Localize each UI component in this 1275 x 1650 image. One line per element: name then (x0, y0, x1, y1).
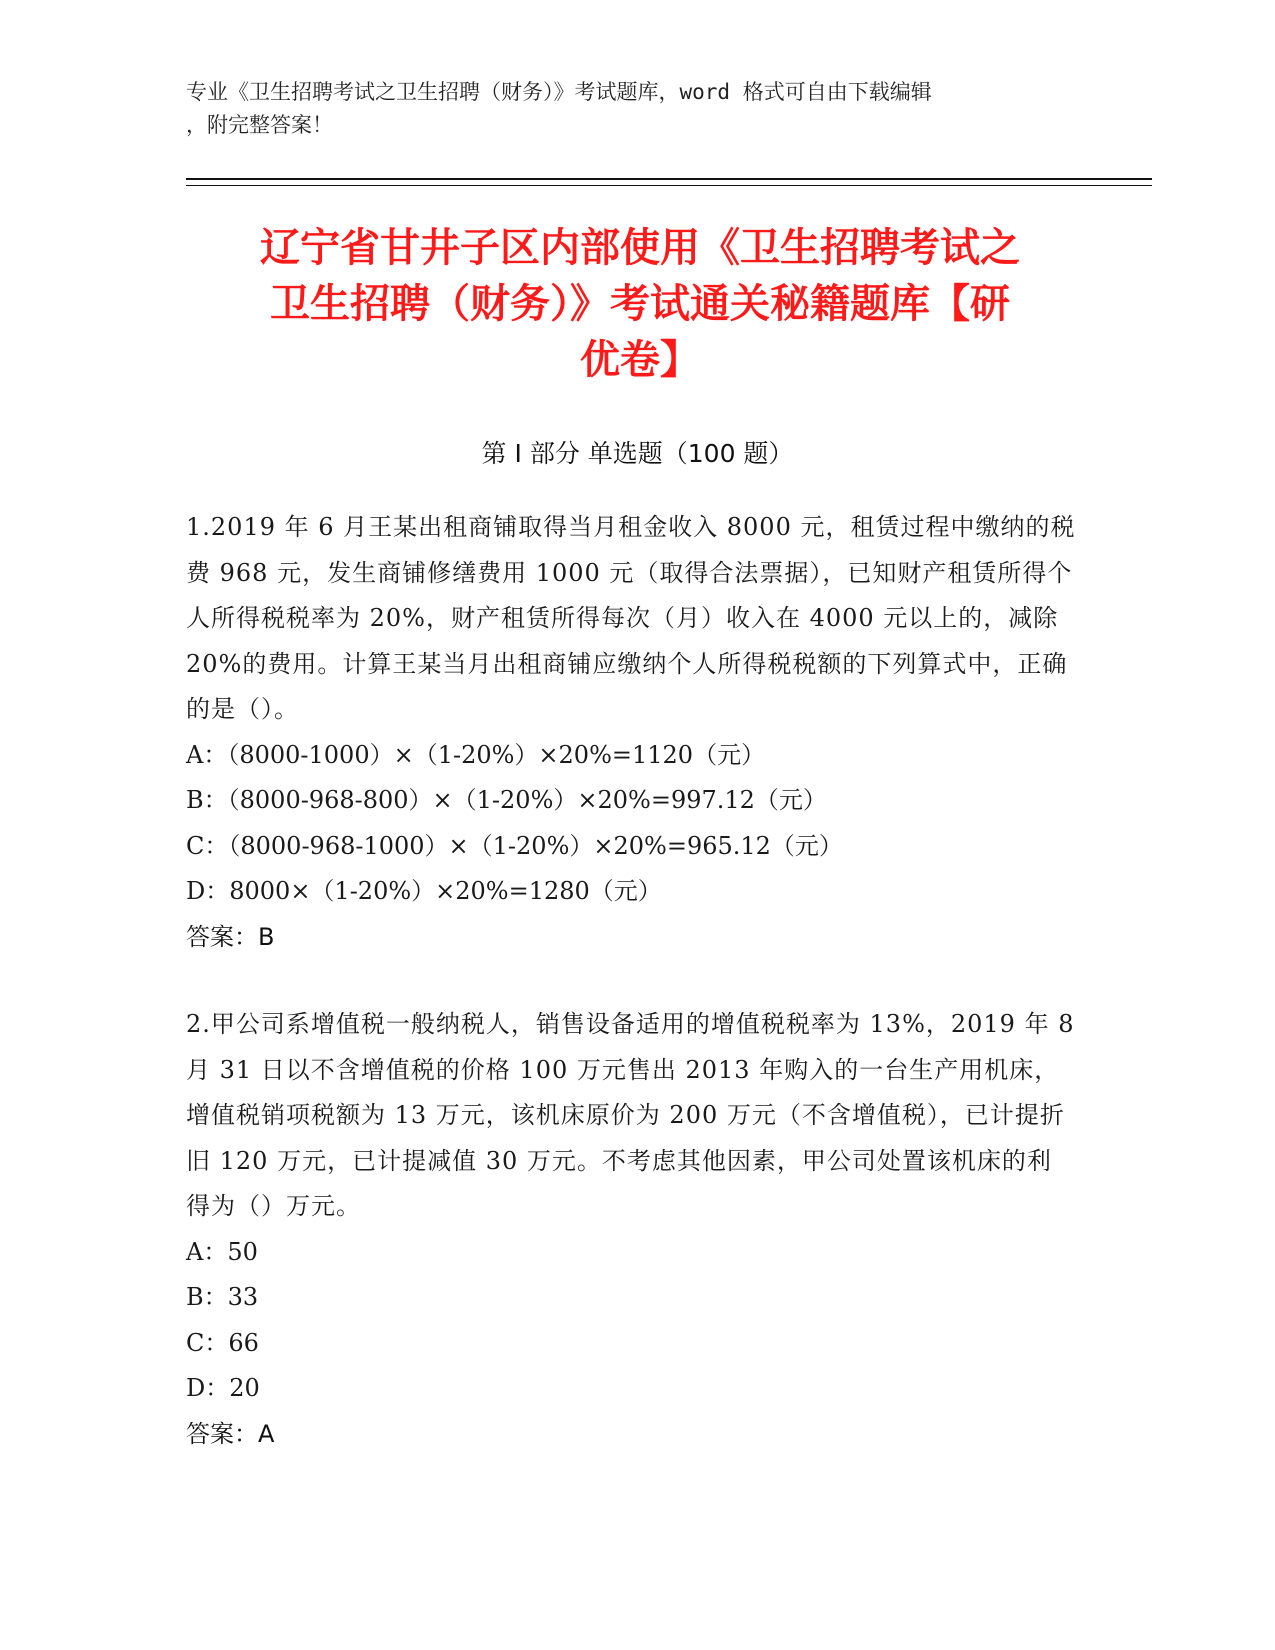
option-d: D：20 (186, 1374, 260, 1402)
question-stem: 1.2019 年 6 月王某出租商铺取得当月租金收入 8000 元，租赁过程中缴纳的税费 968 元，发生商铺修缮费用 1000 元（取得合法票据），已知财产租赁所得个人所得税税率为 20%，财产租赁所得每次（月）收入在 4000 元以上的，减除 20%的费用。计算王某当月出租商铺应缴纳个人所得税税额的下列算式中，正确的是（）。 (186, 513, 1076, 723)
option-b: B：（8000-968-800）×（1-20%）×20%=997.12（元） (186, 786, 827, 814)
option-c: C：66 (186, 1328, 259, 1357)
option-c: C：（8000-968-1000）×（1-20%）×20%=965.12（元） (186, 831, 843, 860)
document-title (180, 220, 1100, 388)
option-a: A：50 (186, 1237, 258, 1266)
answer-label: 答案：B (186, 922, 275, 951)
header-divider-thick (186, 178, 1152, 180)
document-title-line-3: 优卷】 (580, 337, 700, 383)
option-a: A：（8000-1000）×（1-20%）×20%=1120（元） (186, 740, 766, 769)
option-b: B：33 (186, 1283, 259, 1311)
question-2 (186, 1002, 1076, 1457)
question-1 (186, 505, 1076, 960)
header-note-line-1: 专业《卫生招聘考试之卫生招聘（财务）》考试题库，word 格式可自由下载编辑 (186, 80, 932, 104)
document-title-line-2: 卫生招聘（财务）》考试通关秘籍题库【研 (270, 281, 1010, 327)
header-note-line-2: ，附完整答案！ (186, 113, 333, 137)
option-d: D：8000×（1-20%）×20%=1280（元） (186, 877, 662, 905)
header-note (186, 76, 1066, 142)
answer-label: 答案：A (186, 1419, 275, 1448)
question-stem: 2.甲公司系增值税一般纳税人，销售设备适用的增值税税率为 13%，2019 年 8 月 31 日以不含增值税的价格 100 万元售出 2013 年购入的一台生产用机床，增值税销项税额为 13 万元，该机床原价为 200 万元（不含增值税），已计提折旧 120 万元，已计提减值 30 万元。不考虑其他因素，甲公司处置该机床的利得为（）万元。 (186, 1010, 1075, 1220)
header-divider-thin (186, 185, 1152, 186)
section-heading: 第 I 部分 单选题（100 题） (481, 439, 794, 468)
document-title-line-1: 辽宁省甘井子区内部使用《卫生招聘考试之 (260, 225, 1020, 271)
